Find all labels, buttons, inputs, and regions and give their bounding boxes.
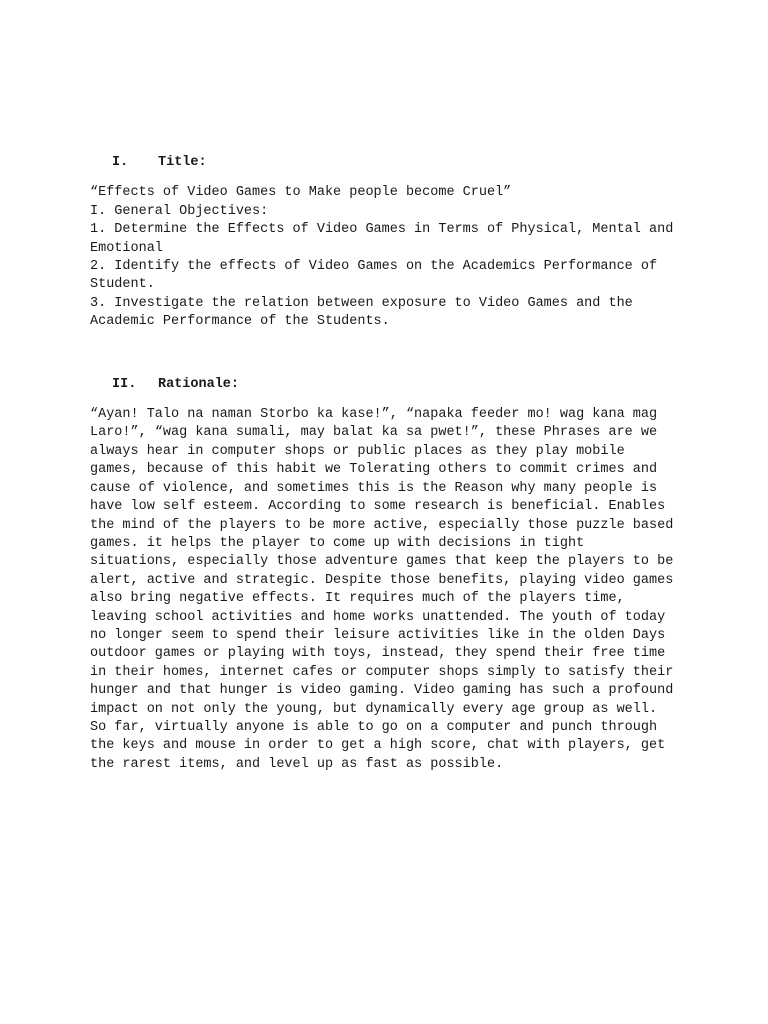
document-page	[90, 154, 680, 774]
section-heading-rationale	[112, 376, 680, 394]
objective-item-3: 3. Investigate the relation between exposure to Video Games and the Academic Performance of the Students.	[90, 295, 633, 330]
objectives-heading: I. General Objectives:	[90, 203, 269, 219]
section-label: Title:	[158, 155, 207, 170]
section-number: II.	[112, 376, 137, 392]
section-heading-title	[112, 154, 680, 172]
rationale-paragraph: “Ayan! Talo na naman Storbo ka kase!”, “napaka feeder mo! wag kana mag Laro!”, “wag kana sumali, may balat ka sa pwet!”, these Phrases are we always hear in computer shops or public places as they play mobile games, because of this habit we Tolerating others to commit crimes and cause of violence, and sometimes this is the Reason why many people is have low self esteem. According to some research is beneficial. Enables the mind of the players to be more active, especially those puzzle based games. it helps the player to come up with decisions in tight situations, especially those adventure games that keep the players to be alert, active and strategic. Despite those benefits, playing video games also bring negative effects. It requires much of the players time, leaving school activities and home works unattended. The youth of today no longer seem to spend their leisure activities like in the olden Days outdoor games or playing with toys, instead, they spend their free time in their homes, internet cafes or computer shops simply to satisfy their hunger and that hunger is video gaming. Video gaming has such a profound impact on not only the young, but dynamically every age group as well. So far, virtually anyone is able to go on a computer and punch through the keys and mouse in order to get a high score, chat with players, get the rarest items, and level up as fast as possible.	[90, 407, 674, 772]
section-number: I.	[112, 155, 129, 170]
objectives-list	[90, 221, 680, 331]
document-title: “Effects of Video Games to Make people become Cruel”	[90, 185, 512, 201]
objective-item-2: 2. Identify the effects of Video Games on the Academics Performance of Student.	[90, 259, 658, 293]
objective-item-1: 1. Determine the Effects of Video Games in Terms of Physical, Mental and Emotional	[90, 222, 674, 256]
section-label: Rationale:	[158, 376, 240, 392]
